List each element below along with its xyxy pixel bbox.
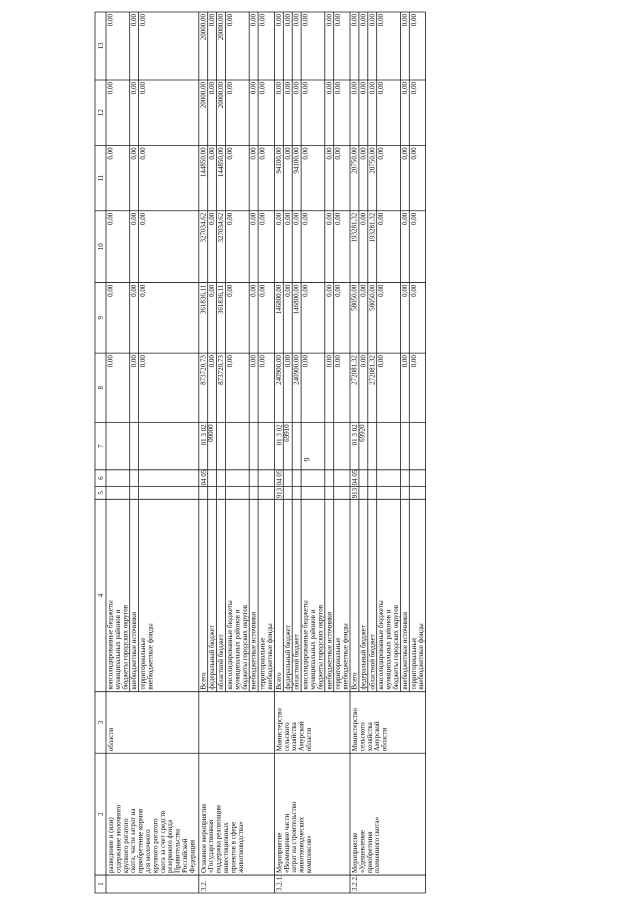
activity-name: поддержка реализации — [214, 805, 223, 874]
source-label: областной бюджет — [217, 634, 226, 690]
source-label: муниципальных районов и — [384, 609, 393, 690]
activity-name: содержание молочного — [114, 804, 123, 874]
value-cell: 0,00 — [359, 14, 368, 27]
activity-name: приобретение кормов — [136, 808, 145, 874]
value-cell: 0,00 — [106, 14, 115, 27]
grbs-code: 913 — [351, 487, 359, 499]
value-cell: 0,00 — [359, 212, 368, 226]
value-cell: 0,00 — [377, 284, 386, 297]
value-cell: 0,00 — [258, 14, 267, 27]
value-cell: 0,00 — [400, 355, 409, 368]
value-cell: 0,00 — [400, 284, 409, 297]
value-cell: 0,00 — [325, 14, 334, 27]
value-cell: 873720,73 — [217, 355, 226, 385]
value-cell: 0,00 — [226, 355, 234, 368]
source-label: консолидированные бюджеты — [106, 600, 115, 690]
value-cell: 0,00 — [359, 284, 368, 297]
rotated-table-group — [95, 12, 426, 893]
value-cell: 0,00 — [258, 284, 267, 297]
value-cell: 0,00 — [377, 14, 386, 27]
value-cell: 0,00 — [130, 212, 139, 226]
source-label: консолидированные бюджеты — [226, 600, 234, 690]
executor-name: сельского — [282, 722, 291, 752]
source-label: внебюджетные фонды — [341, 623, 350, 690]
header-cell: 5 — [97, 491, 105, 495]
value-cell: 0,00 — [208, 212, 217, 226]
value-cell: 0,00 — [208, 284, 217, 297]
activity-name: «Государственная — [207, 819, 216, 874]
activity-name: «Возмещение части — [282, 813, 291, 874]
value-cell: 0,00 — [139, 14, 148, 27]
value-cell: 0,00 — [283, 212, 292, 226]
activity-name: животноводства» — [236, 821, 245, 874]
header-cell: 11 — [97, 174, 105, 182]
value-cell: 0,00 — [325, 212, 334, 226]
value-cell: 0,00 — [400, 81, 409, 95]
value-cell: 0,00 — [368, 14, 377, 27]
executor-name: области — [380, 727, 389, 752]
executor-name: области — [107, 727, 115, 752]
source-label: федеральный бюджет — [359, 625, 368, 690]
value-cell: 0,00 — [258, 147, 267, 160]
value-cell: 20000,00 — [199, 81, 208, 109]
source-label: консолидированные бюджеты — [301, 600, 310, 690]
value-cell: 272081,32 — [350, 355, 359, 385]
value-cell: 0,00 — [334, 212, 343, 226]
value-cell: 0,00 — [325, 81, 334, 95]
source-label: федеральный бюджет — [208, 625, 217, 690]
executor-name: Министерство — [351, 708, 359, 752]
source-label: федеральный бюджет — [283, 625, 292, 690]
header-cell: 12 — [97, 109, 105, 117]
activity-name: инвестиционных — [222, 822, 230, 874]
value-cell: 0,00 — [106, 147, 115, 160]
value-cell: 0,00 — [249, 212, 258, 226]
source-label: внебюджетные источники — [325, 611, 334, 690]
activity-name: Правительства — [173, 828, 182, 874]
grbs-code: 913 — [275, 487, 284, 499]
activity-name: Мероприятие — [275, 832, 284, 874]
cs-code: 01 3 02 — [351, 424, 359, 446]
value-cell: 0,00 — [139, 147, 148, 160]
value-cell: 58050,00 — [368, 284, 377, 311]
value-cell: 0,00 — [377, 212, 386, 226]
value-cell: 58050,00 — [350, 284, 359, 311]
header-cell: 8 — [97, 385, 105, 390]
value-cell: 0,00 — [292, 81, 301, 95]
value-cell: 94100,00 — [274, 147, 283, 174]
header-cell: 7 — [97, 444, 105, 448]
value-cell: 0,00 — [409, 212, 418, 226]
source-label: внебюджетные фонды — [266, 623, 274, 690]
header-cell: 1 — [97, 882, 105, 886]
rz-code: 04 05 — [351, 469, 359, 486]
value-cell: 0,00 — [359, 147, 368, 160]
value-cell: 0,00 — [325, 355, 334, 368]
value-cell: 0,00 — [258, 355, 267, 368]
value-cell: 146800,00 — [292, 284, 301, 315]
value-cell: 0,00 — [409, 81, 418, 95]
value-cell: 0,00 — [139, 81, 148, 95]
value-cell: 0,00 — [130, 14, 139, 27]
executor-name: Амурской — [297, 721, 306, 752]
value-cell: 0,00 — [258, 81, 267, 95]
value-cell: 361836,11 — [199, 284, 208, 315]
activity-name: приобретения — [365, 831, 374, 874]
value-cell: 361836,11 — [217, 284, 226, 315]
value-cell: 0,00 — [130, 284, 139, 297]
value-cell: 0,00 — [208, 81, 217, 95]
value-cell: 0,00 — [226, 284, 234, 297]
value-cell: 0,00 — [377, 355, 386, 368]
value-cell: 0,00 — [334, 14, 343, 27]
value-cell: 20000,00 — [217, 14, 226, 41]
page-number: 9 — [302, 457, 312, 462]
value-cell: 0,00 — [106, 284, 115, 297]
value-cell: 94100,00 — [292, 147, 301, 174]
header-cell: 9 — [97, 316, 105, 320]
source-label: внебюджетные фонды — [146, 623, 155, 690]
value-cell: 0,00 — [301, 355, 310, 368]
source-label: территориальные — [139, 637, 148, 690]
value-cell: 193281,32 — [368, 212, 377, 243]
source-label: бюджеты городских округов — [240, 604, 249, 690]
executor-name: Амурской — [373, 721, 382, 752]
value-cell: 0,00 — [400, 14, 409, 27]
value-cell: 0,00 — [325, 147, 334, 160]
value-cell: 0,00 — [130, 355, 139, 368]
value-cell: 20750,00 — [368, 147, 377, 174]
value-cell: 0,00 — [334, 147, 343, 160]
source-label: Всего — [350, 672, 359, 690]
source-label: муниципальных районов и — [113, 609, 122, 690]
cs-code: 69910 — [282, 424, 291, 442]
value-cell: 0,00 — [350, 81, 359, 95]
header-cell: 13 — [97, 42, 105, 50]
value-cell: 0,00 — [139, 355, 148, 368]
value-cell: 20000,00 — [199, 14, 208, 41]
cs-code: 69920 — [358, 424, 367, 442]
value-cell: 0,00 — [359, 355, 368, 368]
rz-code: 04 05 — [275, 469, 284, 486]
activity-name: Мероприятие — [351, 832, 359, 874]
value-cell: 873720,73 — [199, 355, 208, 385]
header-cell: 10 — [97, 243, 105, 251]
value-cell: 0,00 — [409, 355, 418, 368]
cs-code: 01 3 02 — [275, 424, 284, 446]
value-cell: 0,00 — [226, 14, 234, 27]
value-cell: 0,00 — [301, 14, 310, 27]
activity-name: Основное мероприятие — [199, 803, 208, 874]
source-label: муниципальных районов и — [233, 609, 242, 690]
value-cell: 0,00 — [274, 212, 283, 226]
value-cell: 0,00 — [249, 81, 258, 95]
value-cell: 0,00 — [409, 147, 418, 160]
value-cell: 0,00 — [283, 355, 292, 368]
value-cell: 0,00 — [400, 147, 409, 160]
value-cell: 0,00 — [139, 212, 148, 226]
activity-name: «Удешевление — [358, 829, 367, 874]
cs-code: 01 3 02 — [199, 424, 208, 446]
executor-name: области — [305, 727, 313, 752]
value-cell: 144850,00 — [217, 147, 226, 178]
activity-name: затрат на строительство — [290, 801, 299, 874]
activity-name: крупного рогатого — [121, 818, 130, 874]
value-cell: 0,00 — [283, 147, 292, 160]
value-cell: 0,00 — [249, 284, 258, 297]
source-label: бюджеты городских округов — [392, 604, 400, 690]
header-cell: 4 — [97, 593, 105, 598]
activity-name: для молочного — [144, 829, 152, 874]
value-cell: 20750,00 — [350, 147, 359, 174]
value-cell: 0,00 — [208, 147, 217, 160]
value-cell: 0,00 — [334, 81, 343, 95]
value-cell: 0,00 — [106, 355, 115, 368]
source-label: территориальные — [409, 637, 418, 690]
activity-name: резервного фонда — [166, 820, 175, 874]
value-cell: 0,00 — [283, 14, 292, 27]
row-number: 3.2. — [199, 880, 208, 891]
value-cell: 327034,62 — [199, 212, 208, 243]
source-label: Всего — [199, 672, 208, 690]
activity-name: Российской — [181, 838, 189, 874]
value-cell: 0,00 — [130, 81, 139, 95]
source-label: бюджеты городских округов — [121, 604, 130, 690]
value-cell: 20000,00 — [217, 81, 226, 109]
value-cell: 0,00 — [325, 284, 334, 297]
activity-name: крупного рогатого — [151, 818, 160, 874]
value-cell: 0,00 — [377, 147, 386, 160]
value-cell: 0,00 — [283, 81, 292, 95]
value-cell: 0,00 — [258, 212, 267, 226]
value-cell: 0,00 — [106, 81, 115, 95]
header-cell: 6 — [97, 476, 105, 480]
value-cell: 0,00 — [106, 212, 115, 226]
source-label: Всего — [274, 672, 283, 690]
activity-name: животноводческих — [297, 816, 306, 874]
source-label: областной бюджет — [292, 634, 301, 690]
source-label: внебюджетные источники — [130, 611, 139, 690]
value-cell: 0,00 — [409, 284, 418, 297]
activity-name: племенного скота» — [373, 816, 382, 874]
activity-name: разведение и (или) — [107, 817, 115, 874]
executor-name: хозяйства — [365, 722, 374, 752]
source-label: территориальные — [258, 637, 267, 690]
value-cell: 0,00 — [274, 81, 283, 95]
value-cell: 146800,00 — [274, 284, 283, 315]
value-cell: 0,00 — [226, 147, 234, 160]
executor-name: Министерство — [275, 708, 284, 752]
value-cell: 0,00 — [350, 14, 359, 27]
value-cell: 0,00 — [274, 14, 283, 27]
activity-name: Федерации — [188, 839, 197, 874]
source-label: внебюджетные источники — [400, 611, 409, 690]
value-cell: 0,00 — [283, 284, 292, 297]
value-cell: 0,00 — [301, 284, 310, 297]
value-cell: 240900,00 — [292, 355, 301, 385]
value-cell: 0,00 — [226, 81, 234, 95]
value-cell: 0,00 — [208, 355, 217, 368]
header-cell: 3 — [97, 720, 105, 725]
executor-name: сельского — [358, 722, 367, 752]
source-label: внебюджетные фонды — [417, 623, 426, 690]
value-cell: 0,00 — [400, 212, 409, 226]
value-cell: 0,00 — [409, 14, 418, 27]
source-label: муниципальных районов и — [309, 609, 317, 690]
value-cell: 0,00 — [359, 81, 368, 95]
value-cell: 0,00 — [301, 81, 310, 95]
row-number: 3.2.1. — [275, 875, 284, 891]
value-cell: 0,00 — [334, 284, 343, 297]
header-cell: 2 — [97, 812, 105, 816]
cs-code: 00000 — [207, 424, 216, 442]
source-label: бюджеты городских округов — [316, 604, 325, 690]
source-label: областной бюджет — [368, 634, 377, 690]
activity-name: комплексов» — [305, 835, 313, 874]
value-cell: 0,00 — [249, 355, 258, 368]
value-cell: 0,00 — [334, 355, 343, 368]
value-cell: 0,00 — [292, 14, 301, 27]
value-cell: 193281,32 — [350, 212, 359, 243]
executor-name: хозяйства — [290, 722, 299, 752]
value-cell: 0,00 — [377, 81, 386, 95]
value-cell: 0,00 — [130, 147, 139, 160]
source-label: внебюджетные источники — [249, 611, 258, 690]
value-cell: 0,00 — [226, 212, 234, 226]
activity-name: скота, части затрат на — [129, 808, 138, 874]
value-cell: 0,00 — [301, 147, 310, 160]
source-label: территориальные — [334, 637, 343, 690]
value-cell: 0,00 — [139, 284, 148, 297]
value-cell: 144850,00 — [199, 147, 208, 178]
value-cell: 0,00 — [292, 212, 301, 226]
rz-code: 04 05 — [199, 469, 208, 486]
value-cell: 0,00 — [249, 14, 258, 27]
value-cell: 240900,00 — [274, 355, 283, 385]
source-label: консолидированные бюджеты — [377, 600, 386, 690]
value-cell: 0,00 — [249, 147, 258, 160]
row-number: 3.2.2. — [351, 875, 359, 891]
value-cell: 327034,62 — [217, 212, 226, 243]
value-cell: 0,00 — [368, 81, 377, 95]
activity-name: проектов в сфере — [229, 821, 238, 874]
value-cell: 0,00 — [301, 212, 310, 226]
value-cell: 0,00 — [208, 14, 217, 27]
activity-name: скота за счет средств — [158, 810, 167, 874]
value-cell: 272081,32 — [368, 355, 377, 385]
